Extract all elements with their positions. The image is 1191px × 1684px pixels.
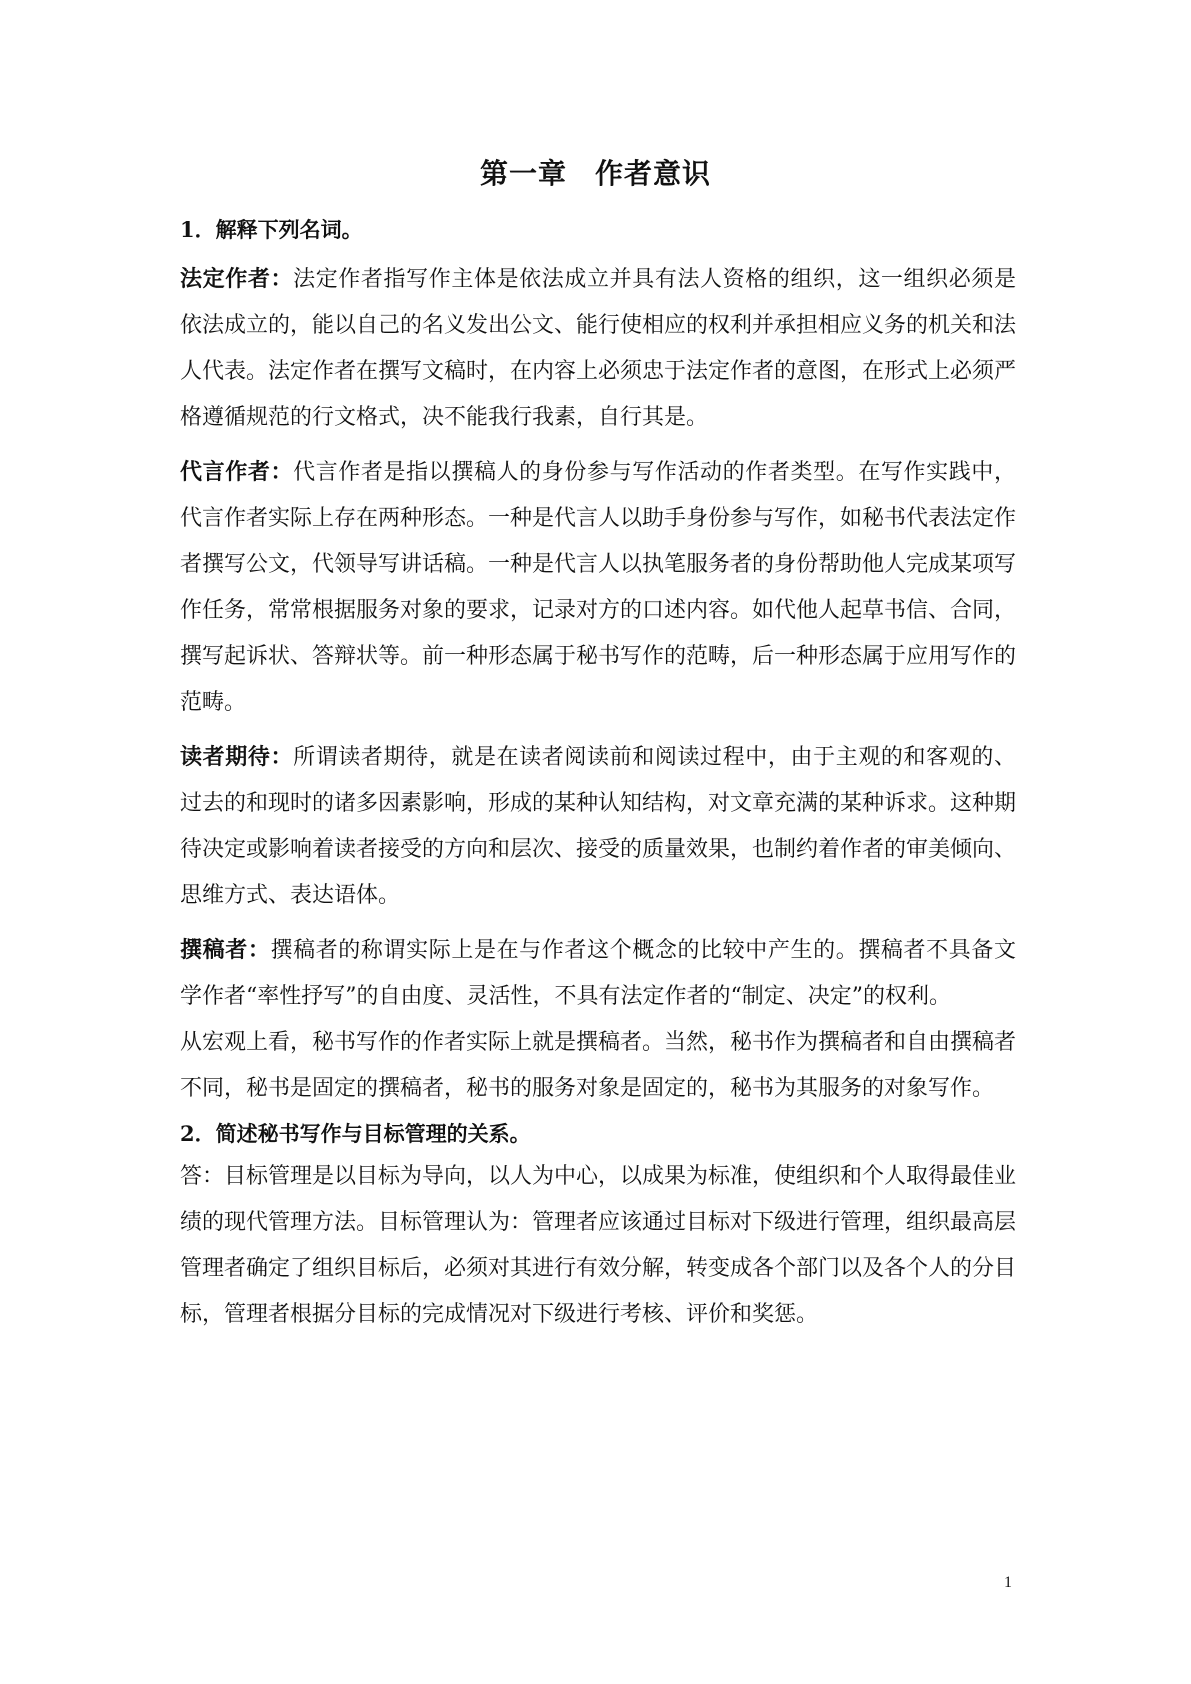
document-body [180,210,1016,1338]
macro-view-paragraph: 从宏观上看，秘书写作的作者实际上就是撰稿者。当然，秘书作为撰稿者和自由撰稿者不同，秘书是固定的撰稿者，秘书的服务对象是固定的，秘书为其服务的对象写作。 [180,1030,1017,1101]
term-colon: ： [270,266,294,292]
term-label: 代言作者 [180,460,271,485]
page-number: 1 [1004,1574,1012,1591]
term-paragraph-reader-expectation [180,734,1016,919]
term-paragraph-legal-author [180,256,1016,441]
answer-2-paragraph: 答：目标管理是以目标为导向，以人为中心，以成果为标准，使组织和个人取得最佳业绩的现代管理方法。目标管理认为：管理者应该通过目标对下级进行管理，组织最高层管理者确定了组织目标后，必须对其进行有效分解，转变成各个部门以及各个人的分目标，管理者根据分目标的完成情况对下级进行考核、评价和奖惩。 [180,1164,1017,1327]
term-definition: 法定作者指写作主体是依法成立并具有法人资格的组织，这一组织必须是依法成立的，能以自己的名义发出公文、能行使相应的权利并承担相应义务的机关和法人代表。法定作者在撰写文稿时，在内容上必须忠于法定作者的意图，在形式上必须严格遵循规范的行文格式，决不能我行我素，自行其是。 [180,267,1017,430]
question-2: 2．简述秘书写作与目标管理的关系。 [180,1121,531,1146]
term-label: 读者期待 [180,745,271,770]
term-label: 法定作者 [180,267,271,292]
term-paragraph-proxy-author [180,449,1016,726]
chapter-title [0,152,1191,192]
chapter-name: 作者意识 [595,157,712,190]
question-1: 1．解释下列名词。 [180,217,363,242]
term-definition: 所谓读者期待，就是在读者阅读前和阅读过程中，由于主观的和客观的、过去的和现时的诸多因素影响，形成的某种认知结构，对文章充满的某种诉求。这种期待决定或影响着读者接受的方向和层次、接受的质量效果，也制约着作者的审美倾向、思维方式、表达语体。 [180,745,1017,908]
term-colon: ： [270,459,294,485]
term-label: 撰稿者 [180,938,248,963]
chapter-number: 第一章 [479,157,567,190]
term-colon: ： [270,744,294,770]
term-definition: 撰稿者的称谓实际上是在与作者这个概念的比较中产生的。撰稿者不具备文学作者“率性抒写”的自由度、灵活性，不具有法定作者的“制定、决定”的权利。 [180,938,1016,1009]
term-colon: ： [247,937,271,963]
term-paragraph-ghostwriter [180,927,1016,1020]
term-definition: 代言作者是指以撰稿人的身份参与写作活动的作者类型。在写作实践中，代言作者实际上存在两种形态。一种是代言人以助手身份参与写作，如秘书代表法定作者撰写公文，代领导写讲话稿。一种是代言人以执笔服务者的身份帮助他人完成某项写作任务，常常根据服务对象的要求，记录对方的口述内容。如代他人起草书信、合同，撰写起诉状、答辩状等。前一种形态属于秘书写作的范畴，后一种形态属于应用写作的范畴。 [180,460,1017,715]
